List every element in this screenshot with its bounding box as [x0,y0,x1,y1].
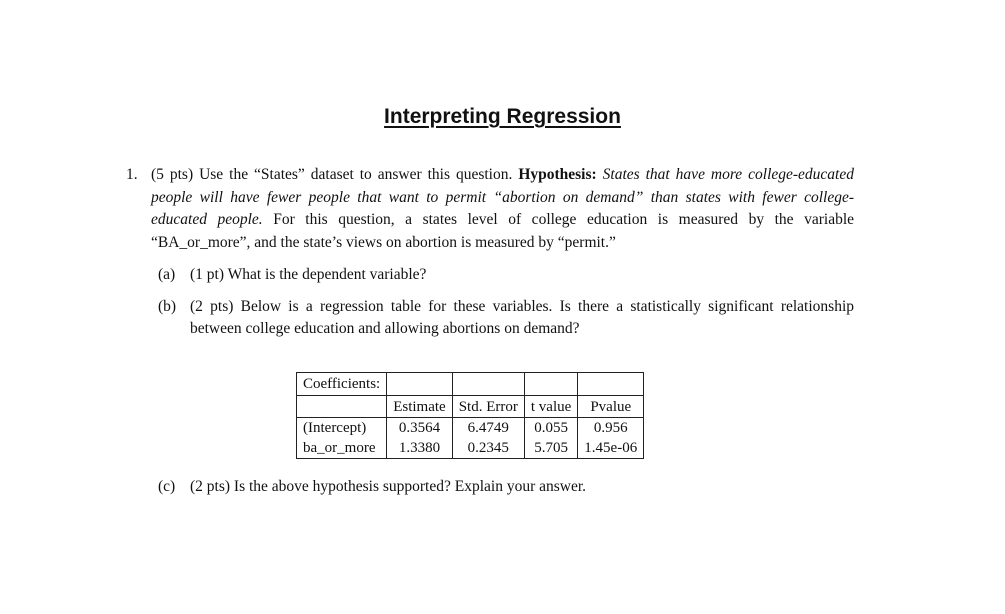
row-name: ba_or_more [297,438,387,459]
coefficients-table [296,372,644,459]
hypothesis-label: Hypothesis: [518,166,597,183]
table-header-empty [297,396,387,418]
cell-estimate: 0.3564 [387,418,453,439]
cell-pvalue: 1.45e-06 [578,438,644,459]
table-cell-empty [524,373,577,396]
part-b [158,296,854,341]
question-intro: Use the “States” dataset to answer this question. [199,166,513,183]
table-header-row [297,396,644,418]
table-cell-empty [387,373,453,396]
table-row [297,438,644,459]
table-caption: Coefficients: [297,373,387,396]
part-b-text: (2 pts) Below is a regression table for these variables. Is there a statistically significant relationship between college education and allowing abortions on demand? [190,297,854,337]
part-a-text: (1 pt) What is the dependent variable? [190,266,427,283]
table-cell-empty [578,373,644,396]
part-c [158,476,586,498]
part-c-text: (2 pts) Is the above hypothesis supported? Explain your answer. [190,478,587,495]
part-b-label: (b) [158,297,177,315]
cell-t-value: 5.705 [524,438,577,459]
cell-t-value: 0.055 [524,418,577,439]
header-pvalue: Pvalue [578,396,644,418]
cell-estimate: 1.3380 [387,438,453,459]
table-cell-empty [452,373,524,396]
header-t-value: t value [524,396,577,418]
table-row [297,418,644,439]
hypothesis-text: States that have more college-educated people will have fewer people that want to permit “abortion on demand” than states with fewer college-educated people. [151,166,854,228]
question-1 [126,164,854,350]
header-std-error: Std. Error [452,396,524,418]
question-points: (5 pts) [151,166,194,183]
question-parts [158,264,854,341]
part-a-label: (a) [158,266,176,283]
header-estimate: Estimate [387,396,453,418]
question-body [151,164,854,254]
part-c-label: (c) [158,478,176,495]
table-caption-row [297,373,644,396]
question-number: 1. [126,166,138,183]
cell-std-error: 0.2345 [452,438,524,459]
question-tail: For this question, a states level of college education is measured by the variable “BA_or_more”, and the state’s views on abortion is measured by “permit.” [151,211,855,251]
page-title: Interpreting Regression [384,105,621,128]
row-name: (Intercept) [297,418,387,439]
cell-pvalue: 0.956 [578,418,644,439]
part-a [158,264,854,287]
cell-std-error: 6.4749 [452,418,524,439]
